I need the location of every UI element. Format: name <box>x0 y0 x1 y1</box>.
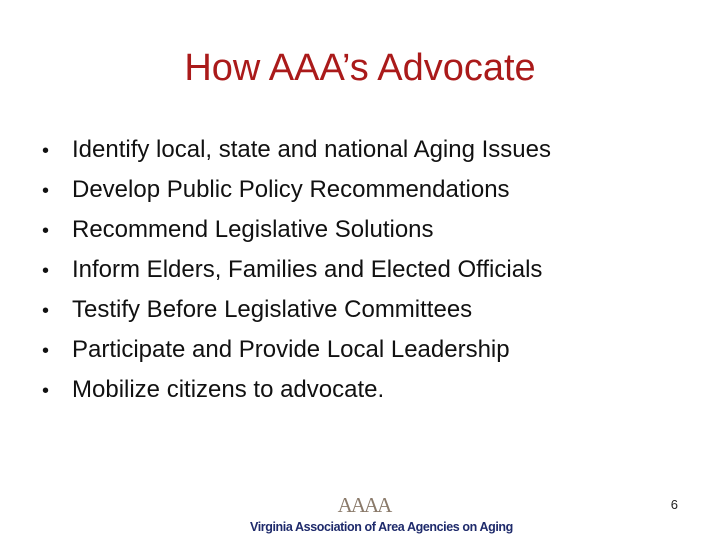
bullet-icon: • <box>42 220 50 242</box>
bullet-icon: • <box>42 300 50 322</box>
bullet-list <box>42 130 682 410</box>
footer-logo <box>250 493 513 539</box>
bullet-text: Recommend Legislative Solutions <box>72 216 434 243</box>
bullet-text: Participate and Provide Local Leadership <box>72 336 510 363</box>
bullet-item <box>42 210 682 250</box>
bullet-icon: • <box>42 380 50 402</box>
bullet-icon: • <box>42 340 50 362</box>
bullet-text: Inform Elders, Families and Elected Officials <box>72 256 543 283</box>
bullet-item <box>42 250 682 290</box>
bullet-item <box>42 330 682 370</box>
bullet-item <box>42 290 682 330</box>
page-number: 6 <box>670 497 678 512</box>
slide-title: How AAA’s Advocate <box>184 47 536 89</box>
bullet-text: Testify Before Legislative Committees <box>72 296 473 323</box>
bullet-item <box>42 370 682 410</box>
logo-mark: AAAA <box>337 493 391 517</box>
bullet-text: Develop Public Policy Recommendations <box>72 176 510 203</box>
bullet-icon: • <box>42 180 50 202</box>
bullet-text: Identify local, state and national Aging Issues <box>72 136 551 163</box>
bullet-item <box>42 130 682 170</box>
bullet-icon: • <box>42 260 50 282</box>
bullet-item <box>42 170 682 210</box>
bullet-text: Mobilize citizens to advocate. <box>72 376 385 403</box>
bullet-icon: • <box>42 140 50 162</box>
logo-text: Virginia Association of Area Agencies on Aging <box>250 520 513 534</box>
